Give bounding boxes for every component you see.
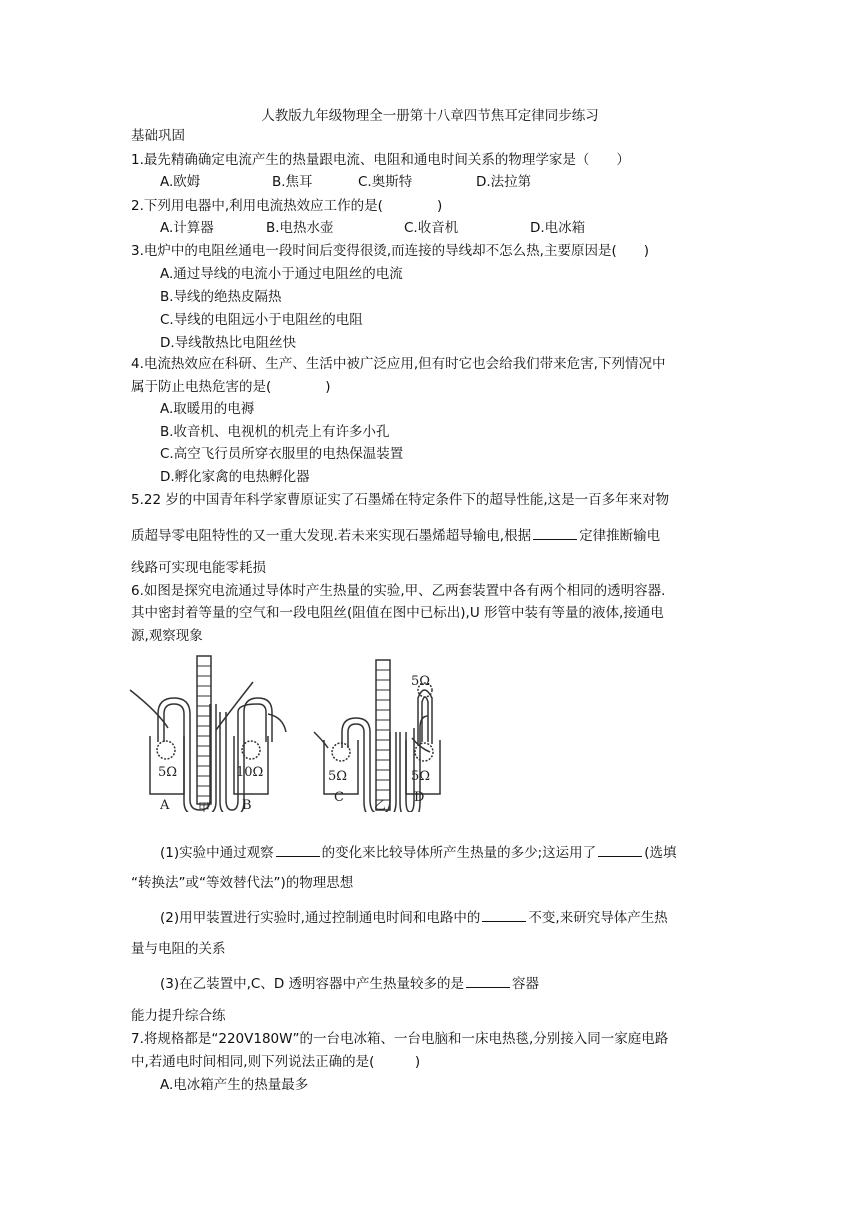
question-6-line1: 6.如图是探究电流通过导体时产生热量的实验,甲、乙两套装置中各有两个相同的透明容器. <box>131 583 666 599</box>
apparatus-drawing <box>128 652 548 812</box>
q7-option-a: A.电冰箱产生的热量最多 <box>160 1077 309 1093</box>
container-label-b: B <box>242 798 252 812</box>
q1-option-c: C.奥斯特 <box>358 174 413 190</box>
q4-option-d: D.孵化家禽的电热孵化器 <box>160 469 310 485</box>
q6-sub2-line1 <box>160 907 668 928</box>
q3-option-b: B.导线的绝热皮隔热 <box>160 289 282 305</box>
resistor-label-d: 5Ω <box>411 769 431 784</box>
question-5-line3: 线路可实现电能零耗损 <box>131 560 266 576</box>
q4-option-c: C.高空飞行员所穿衣服里的电热保温装置 <box>160 446 404 462</box>
joule-experiment-figure <box>128 652 548 812</box>
q3-option-c: C.导线的电阻远小于电阻丝的电阻 <box>160 312 363 328</box>
q6-sub1-line2: “转换法”或“等效替代法”)的物理思想 <box>131 875 354 891</box>
q6-sub1-text-b: 的变化来比较导体所产生热量的多少;这运用了 <box>321 845 597 861</box>
question-7-line1: 7.将规格都是“220V180W”的一台电冰箱、一台电脑和一床电热毯,分别接入同一家庭电路 <box>131 1031 669 1047</box>
question-6-line3: 源,观察现象 <box>131 628 203 644</box>
q5-text-before-blank: 质超导零电阻特性的又一重大发现.若未来实现石墨烯超导输电,根据 <box>131 528 532 544</box>
question-7-line2: 中,若通电时间相同,则下列说法正确的是( ) <box>131 1054 421 1070</box>
q6-sub1-line1 <box>160 842 676 863</box>
resistor-label-b: 10Ω <box>236 765 264 780</box>
question-2-stem: 2.下列用电器中,利用电流热效应工作的是( ) <box>131 198 443 214</box>
resistor-label-a: 5Ω <box>158 765 178 780</box>
q6-sub2-text-b: 不变,来研究导体产生热 <box>528 910 668 926</box>
q6-sub1-text-c: (选填 <box>644 845 677 861</box>
container-label-a: A <box>160 798 170 812</box>
container-label-c: C <box>334 790 344 805</box>
q1-option-a: A.欧姆 <box>160 174 201 190</box>
question-3-stem: 3.电炉中的电阻丝通电一段时间后变得很烫,而连接的导线却不怎么热,主要原因是( ) <box>131 243 649 259</box>
q6-sub3-blank[interactable] <box>466 973 510 988</box>
q6-sub3-text-b: 容器 <box>512 976 540 992</box>
setup-label-yi: 乙 <box>374 798 387 812</box>
q6-sub3-line <box>160 973 539 994</box>
question-1-stem: 1.最先精确确定电流产生的热量跟电流、电阻和通电时间关系的物理学家是（ ） <box>131 152 630 168</box>
q2-option-a: A.计算器 <box>160 220 214 236</box>
resistor-label-c: 5Ω <box>328 769 348 784</box>
q4-option-b: B.收音机、电视机的机壳上有许多小孔 <box>160 424 390 440</box>
q6-sub3-text-a: (3)在乙装置中,C、D 透明容器中产生热量较多的是 <box>160 976 465 992</box>
resistor-label-external: 5Ω <box>411 674 431 689</box>
question-4-stem-line2: 属于防止电热危害的是( ) <box>131 379 331 395</box>
q3-option-d: D.导线散热比电阻丝快 <box>160 335 297 351</box>
section-heading-basic: 基础巩固 <box>131 128 185 144</box>
q2-option-d: D.电冰箱 <box>530 220 586 236</box>
q6-sub1-blank-1[interactable] <box>276 842 320 857</box>
setup-label-jia: 甲 <box>198 801 211 812</box>
q2-option-b: B.电热水壶 <box>266 220 334 236</box>
q1-option-b: B.焦耳 <box>272 174 313 190</box>
question-5-line2 <box>131 525 660 546</box>
q5-answer-blank[interactable] <box>533 525 577 540</box>
section-heading-advanced: 能力提升综合练 <box>131 1008 226 1024</box>
q1-option-d: D.法拉第 <box>476 174 532 190</box>
q5-text-after-blank: 定律推断输电 <box>579 528 661 544</box>
container-label-d: D <box>414 790 425 805</box>
q6-sub1-blank-2[interactable] <box>598 842 642 857</box>
question-4-stem-line1: 4.电流热效应在科研、生产、生活中被广泛应用,但有时它也会给我们带来危害,下列情况中 <box>131 356 666 372</box>
q4-option-a: A.取暖用的电褥 <box>160 401 255 417</box>
question-5-line1: 5.22 岁的中国青年科学家曹原证实了石墨烯在特定条件下的超导性能,这是一百多年来对物 <box>131 492 670 508</box>
document-title: 人教版九年级物理全一册第十八章四节焦耳定律同步练习 <box>261 108 599 124</box>
q6-sub2-line2: 量与电阻的关系 <box>131 941 226 957</box>
q6-sub1-text-a: (1)实验中通过观察 <box>160 845 274 861</box>
q2-option-c: C.收音机 <box>404 220 459 236</box>
question-6-line2: 其中密封着等量的空气和一段电阻丝(阻值在图中已标出),U 形管中装有等量的液体,接通电 <box>131 605 664 621</box>
q6-sub2-text-a: (2)用甲装置进行实验时,通过控制通电时间和电路中的 <box>160 910 481 926</box>
q3-option-a: A.通过导线的电流小于通过电阻丝的电流 <box>160 266 403 282</box>
q6-sub2-blank[interactable] <box>482 907 526 922</box>
